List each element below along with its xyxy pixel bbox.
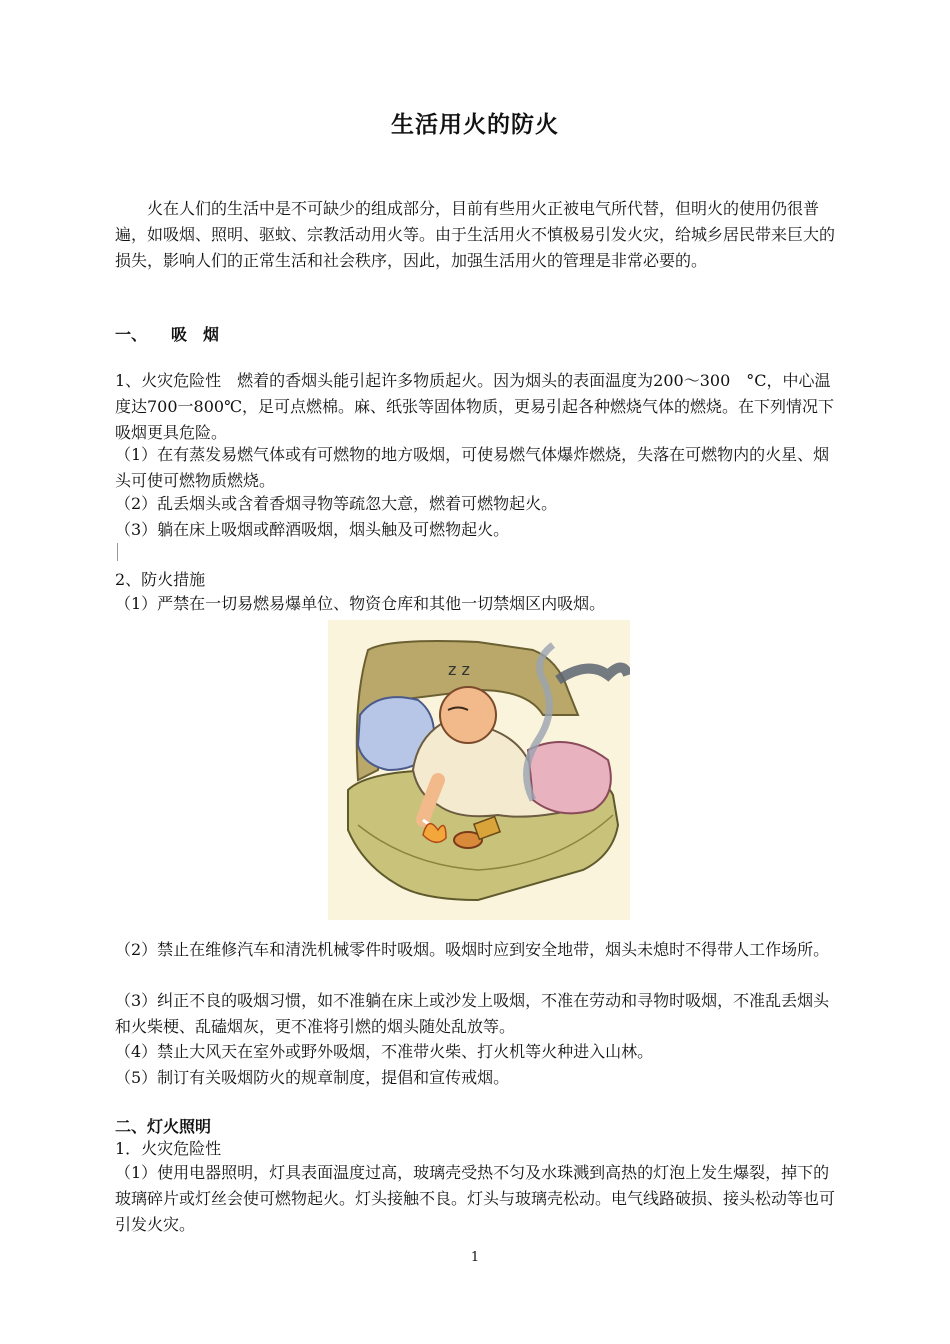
hazard-item-1: （1）在有蒸发易燃气体或有可燃物的地方吸烟，可使易燃气体爆炸燃烧，失落在可燃物内的火星、烟头可使可燃物质燃烧。 <box>115 445 830 490</box>
measure-item-5: （5）制订有关吸烟防火的规章制度，提倡和宣传戒烟。 <box>115 1068 510 1087</box>
hazard-item-3: （3）躺在床上吸烟或醉酒吸烟，烟头触及可燃物起火。 <box>115 520 510 539</box>
measure-item-2: （2）禁止在维修汽车和清洗机械零件时吸烟。吸烟时应到安全地带，烟头未熄时不得带人工作场所。 <box>115 940 830 959</box>
lighting-hazard-item-1: （1）使用电器照明，灯具表面温度过高，玻璃壳受热不匀及水珠溅到高热的灯泡上发生爆裂，掉下的玻璃碎片或灯丝会使可燃物起火。灯头接触不良。灯头与玻璃壳松动。电气线路破损、接头松动等也可引发火灾。 <box>115 1163 836 1234</box>
measure-item-1: （1）严禁在一切易燃易爆单位、物资仓库和其他一切禁烟区内吸烟。 <box>115 594 606 613</box>
snore-text: z z <box>448 660 470 679</box>
section-heading-lighting: 二、灯火照明 <box>115 1117 212 1136</box>
subheading-fire-measures: 2、防火措施 <box>115 570 206 589</box>
measure-item-4: （4）禁止大风天在室外或野外吸烟，不准带火柴、打火机等火种进入山林。 <box>115 1042 654 1061</box>
measure-item-3: （3）纠正不良的吸烟习惯，如不准躺在床上或沙发上吸烟，不准在劳动和寻物时吸烟，不准乱丢烟头和火柴梗、乱磕烟灰，更不准将引燃的烟头随处乱放等。 <box>115 991 830 1036</box>
sleeping-smoker-illustration <box>328 620 630 920</box>
section-heading-smoking: 一、 吸 烟 <box>115 325 220 344</box>
page-title: 生活用火的防火 <box>391 112 559 138</box>
fire-hazard-paragraph: 1、火灾危险性 燃着的香烟头能引起许多物质起火。因为烟头的表面温度为200～300 °C，中心温度达700一800℃，足可点燃棉。麻、纸张等固体物质，更易引起各种燃烧气体的燃烧。在下列情况下吸烟更具危险。 <box>115 371 834 442</box>
text-cursor <box>117 543 118 561</box>
sleeping-smoker-sofa-icon <box>328 620 630 920</box>
page-number: 1 <box>470 1250 480 1265</box>
intro-paragraph: 火在人们的生活中是不可缺少的组成部分，目前有些用火正被电气所代替，但明火的使用仍很普遍，如吸烟、照明、驱蚊、宗教活动用火等。由于生活用火不慎极易引发火灾，给城乡居民带来巨大的损失，影响人们的正常生活和社会秩序，因此，加强生活用火的管理是非常必要的。 <box>115 199 836 270</box>
hazard-item-2: （2）乱丢烟头或含着香烟寻物等疏忽大意，燃着可燃物起火。 <box>115 494 558 513</box>
subheading-lighting-hazard: 1．火灾危险性 <box>115 1139 222 1158</box>
